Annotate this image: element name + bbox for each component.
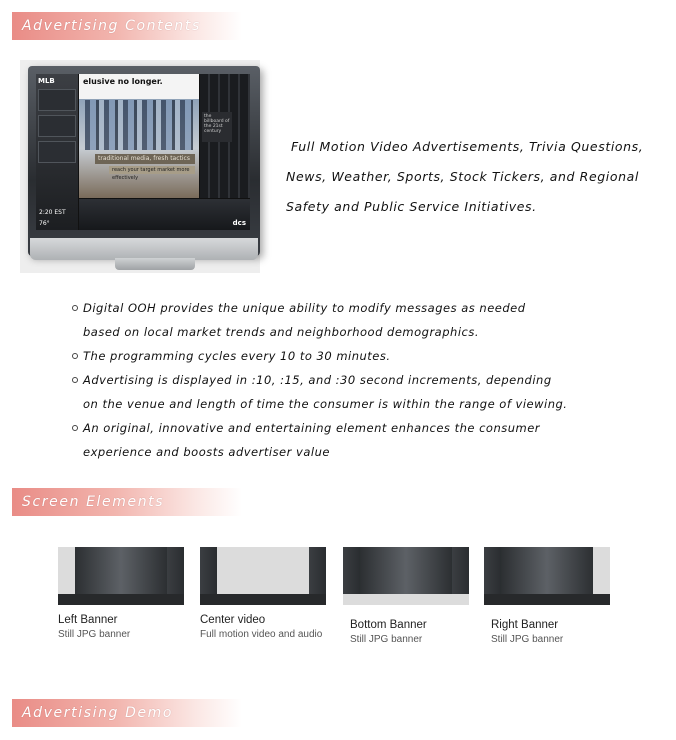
list-item-line: on the venue and length of time the consumer is within the range of viewing. <box>83 397 568 411</box>
tv-stand <box>115 258 195 270</box>
element-desc: Still JPG banner <box>350 634 423 645</box>
tv-crowd-graphic <box>85 100 193 150</box>
intro-text <box>286 132 666 222</box>
list-item-line: Digital OOH provides the unique ability to modify messages as needed <box>83 301 526 315</box>
left-banner-caption <box>58 614 183 640</box>
tv-temperature: 76° <box>39 220 50 227</box>
feature-list <box>70 296 630 464</box>
center-video-thumbnail <box>200 547 326 605</box>
tv-tagline: traditional media, fresh tactics <box>95 154 195 164</box>
tv-center-video <box>79 74 199 198</box>
right-banner-area <box>167 547 184 594</box>
list-item-line: An original, innovative and entertaining element enhances the consumer <box>83 421 541 435</box>
right-banner-thumbnail <box>484 547 610 605</box>
advertising-demo-header: Advertising Demo <box>12 699 242 727</box>
bottom-banner-area <box>200 594 326 605</box>
left-banner-area <box>200 547 217 594</box>
element-title: Bottom Banner <box>350 619 427 631</box>
tv-subtagline: reach your target market more effectively <box>109 166 195 174</box>
list-item-line: experience and boosts advertiser value <box>83 445 330 459</box>
tv-frame-lower <box>30 238 258 260</box>
tv-league-label: MLB <box>38 77 55 85</box>
tv-headline: elusive no longer. <box>83 77 163 86</box>
list-item <box>70 344 630 368</box>
tv-billboard-text: the billboard of the 21st century <box>202 112 232 142</box>
intro-line: Full Motion Video Advertisements, Trivia Questions, <box>291 139 644 154</box>
tv-logo: dcs <box>232 219 246 227</box>
list-item <box>70 296 630 344</box>
right-banner-area <box>452 547 469 594</box>
intro-line: Safety and Public Service Initiatives. <box>286 199 537 214</box>
tv-score-box <box>38 115 76 137</box>
bottom-banner-area <box>343 594 469 605</box>
left-banner-thumbnail <box>58 547 184 605</box>
tv-bottom-ticker <box>79 199 250 230</box>
element-title: Center video <box>200 614 266 626</box>
left-banner-area <box>343 547 360 594</box>
element-desc: Full motion video and audio <box>200 629 323 640</box>
tv-score-box <box>38 89 76 111</box>
bottom-banner-area <box>58 594 184 605</box>
bottom-banner-caption <box>350 619 475 645</box>
right-banner-area <box>309 547 326 594</box>
list-item-line: based on local market trends and neighborhood demographics. <box>83 325 479 339</box>
video-area <box>217 547 309 594</box>
list-item <box>70 368 630 416</box>
video-area <box>75 547 167 594</box>
bottom-banner-area <box>484 594 610 605</box>
tv-sports-sidebar <box>36 74 78 230</box>
left-banner-area <box>58 547 75 594</box>
right-banner-area <box>593 547 610 594</box>
tv-screen <box>36 74 250 230</box>
element-desc: Still JPG banner <box>58 629 131 640</box>
video-area <box>360 547 452 594</box>
center-video-caption <box>200 614 325 640</box>
list-item-line: The programming cycles every 10 to 30 minutes. <box>83 349 391 363</box>
right-banner-caption <box>491 619 616 645</box>
advertising-contents-header: Advertising Contents <box>12 12 242 40</box>
tv-time: 2:20 EST <box>39 209 66 216</box>
element-desc: Still JPG banner <box>491 634 564 645</box>
tv-score-box <box>38 141 76 163</box>
element-title: Right Banner <box>491 619 559 631</box>
screen-elements-header: Screen Elements <box>12 488 242 516</box>
left-banner-area <box>484 547 501 594</box>
bottom-banner-thumbnail <box>343 547 469 605</box>
element-title: Left Banner <box>58 614 118 626</box>
digital-signage-tv-image <box>20 60 260 273</box>
list-item-line: Advertising is displayed in :10, :15, and :30 second increments, depending <box>83 373 552 387</box>
tv-right-banner <box>200 74 250 198</box>
video-area <box>501 547 593 594</box>
list-item <box>70 416 630 464</box>
intro-line: News, Weather, Sports, Stock Tickers, and Regional <box>286 169 639 184</box>
